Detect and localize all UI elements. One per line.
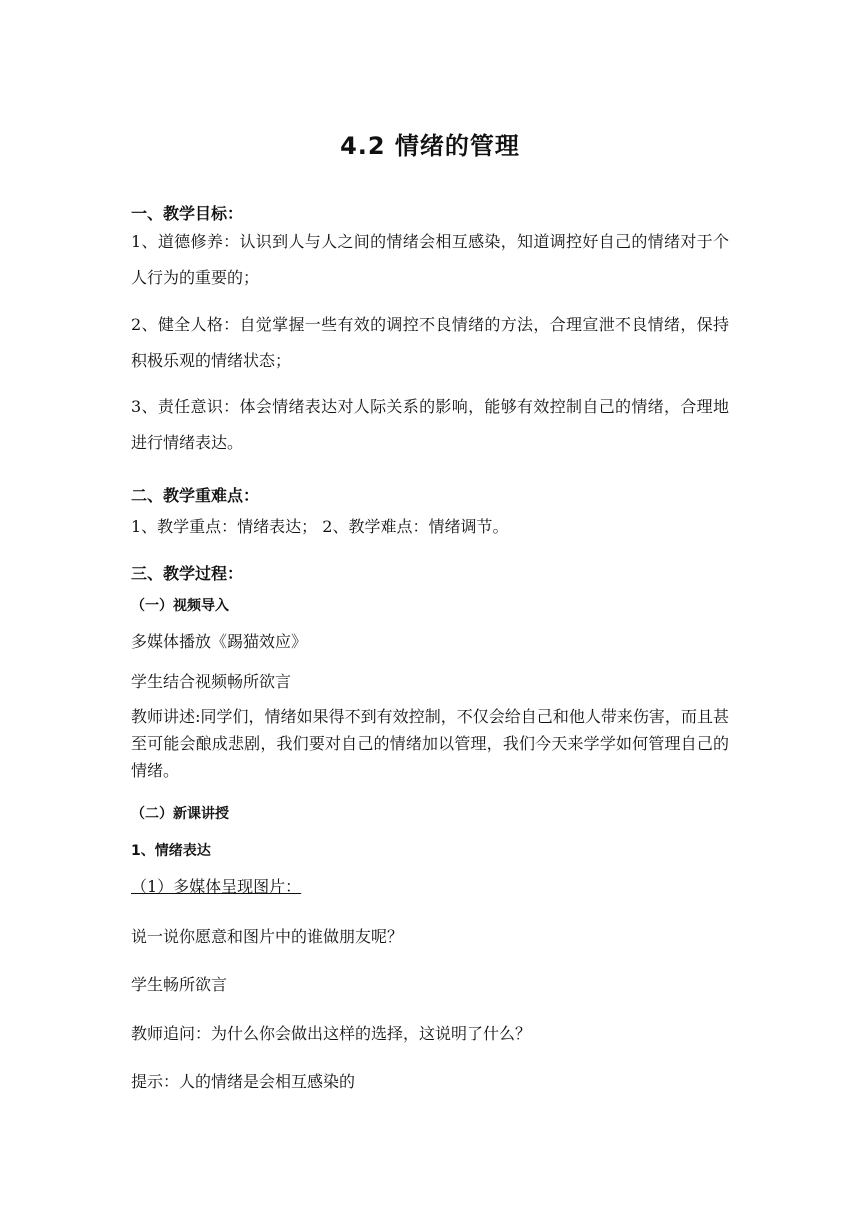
paragraph: 多媒体播放《踢猫效应》 — [131, 632, 308, 651]
paragraph: 学生畅所欲言 — [131, 975, 228, 994]
section-heading-objectives: 一、教学目标： — [131, 204, 244, 223]
paragraph: 提示：人的情绪是会相互感染的 — [131, 1072, 356, 1091]
paragraph: 教师追问：为什么你会做出这样的选择，这说明了什么？ — [131, 1024, 532, 1043]
subsection-heading-new-lesson: （二）新课讲授 — [131, 806, 229, 822]
paragraph: 说一说你愿意和图片中的谁做朋友呢？ — [131, 927, 404, 946]
objective-item-2: 2、健全人格：自觉掌握一些有效的调控不良情绪的方法，合理宣泄不良情绪，保持积极乐观的情绪状态； — [131, 315, 729, 370]
paragraph: 学生结合视频畅所欲言 — [131, 672, 292, 691]
underlined-line: （1）多媒体呈现图片： — [131, 877, 302, 896]
objective-item-1: 1、道德修养：认识到人与人之间的情绪会相互感染，知道调控好自己的情绪对于个人行为的重要的； — [131, 232, 729, 287]
subsection-heading-video: （一）视频导入 — [131, 598, 229, 614]
section-heading-key-points: 二、教学重难点： — [131, 486, 260, 505]
topic-heading: 1、情绪表达 — [131, 843, 211, 859]
section-heading-process: 三、教学过程： — [131, 564, 244, 583]
objective-item-3: 3、责任意识：体会情绪表达对人际关系的影响，能够有效控制自己的情绪，合理地进行情绪表达。 — [131, 397, 729, 452]
teacher-narration-paragraph: 教师讲述:同学们，情绪如果得不到有效控制，不仅会给自己和他人带来伤害，而且甚至可能会酿成悲剧，我们要对自己的情绪加以管理，我们今天来学学如何管理自己的情绪。 — [131, 707, 729, 780]
page-title: 4.2 情绪的管理 — [340, 132, 520, 160]
key-points-line: 1、教学重点：情绪表达； 2、教学难点：情绪调节。 — [131, 517, 509, 536]
